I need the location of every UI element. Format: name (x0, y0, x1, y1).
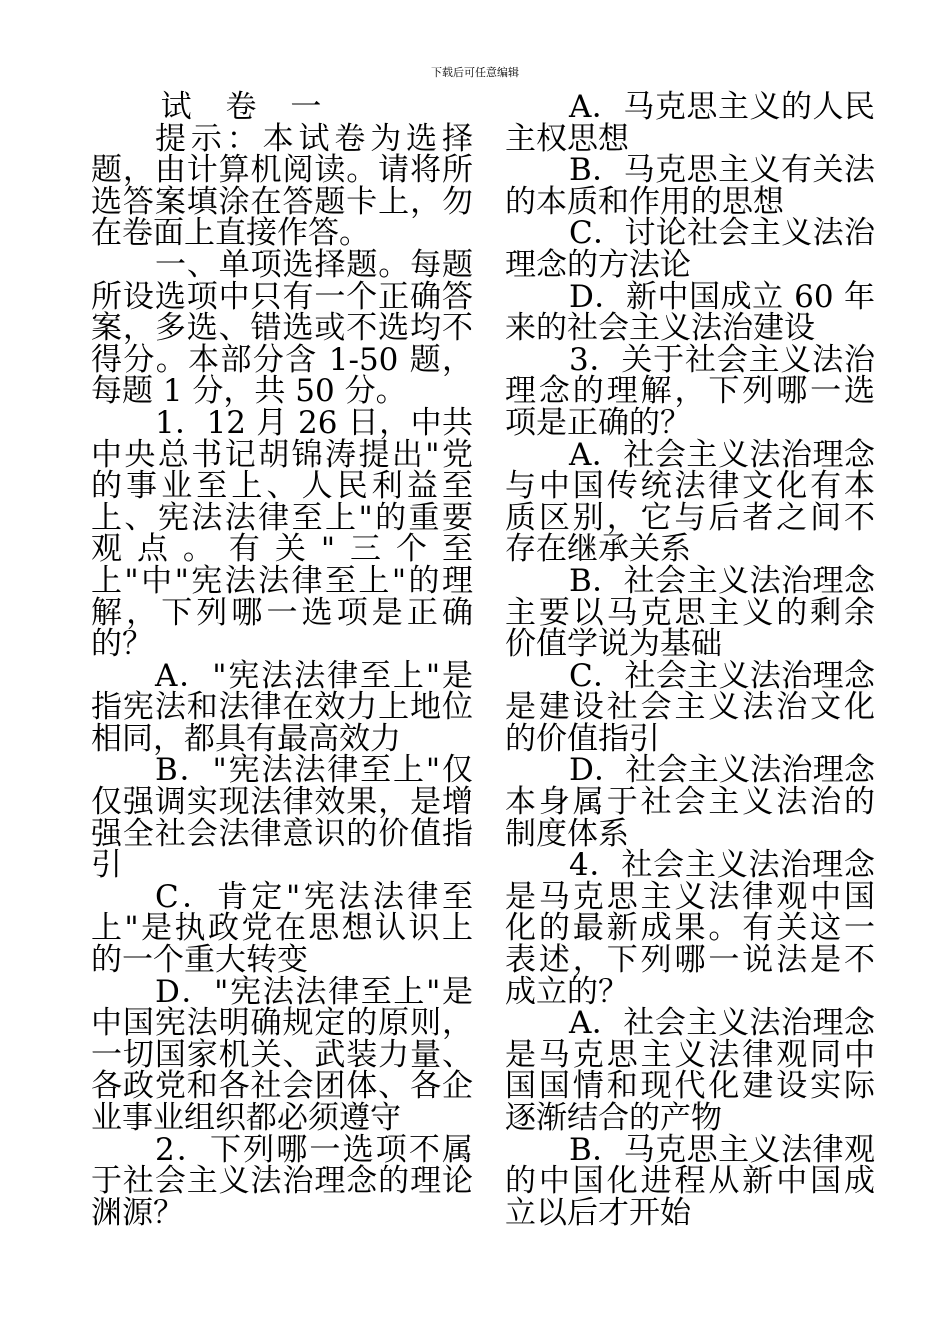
question-4-option-b: B．马克思主义法律观的中国化进程从新中国成立以后才开始 (505, 1131, 875, 1231)
question-3-option-c: C．社会主义法治理念是建设社会主义法治文化的价值指引 (505, 657, 875, 757)
question-1-option-d: D．"宪法法律至上"是中国宪法明确规定的原则，一切国家机关、武装力量、各政党和各社会团体、各企业事业组织都必须遵守 (91, 973, 473, 1136)
page-header: 下载后可任意编辑 (431, 66, 519, 79)
exam-hint: 提示：本试卷为选择题，由计算机阅读。请将所选答案填涂在答题卡上，勿在卷面上直接作答。 (91, 120, 473, 252)
question-1-option-c: C．肯定"宪法法律至上"是执政党在思想认识上的一个重大转变 (91, 878, 473, 979)
question-1-stem: 1．12 月 26 日，中共中央总书记胡锦涛提出"党的事业至上、人民利益至上、宪法法律至上"的重要观点。有关"三个至上"中"宪法法律至上"的理解，下列哪一选项是正确的？ (91, 404, 473, 663)
question-3-option-b: B．社会主义法治理念主要以马克思主义的剩余价值学说为基础 (505, 562, 875, 663)
question-3-option-d: D．社会主义法治理念本身属于社会主义法治的制度体系 (505, 752, 875, 852)
question-2-option-b: B．马克思主义有关法的本质和作用的思想 (505, 152, 875, 220)
question-3-stem: 3．关于社会主义法治理念的理解，下列哪一选项是正确的？ (505, 341, 875, 441)
exam-title: 试 卷 一 (160, 89, 334, 125)
question-2-option-d: D．新中国成立 60 年来的社会主义法治建设 (505, 278, 875, 347)
section-heading: 一、单项选择题。每题所设选项中只有一个正确答案，多选、错选或不选均不得分。本部分含 1-50 题，每题 1 分，共 50 分。 (91, 246, 473, 410)
left-column (91, 89, 473, 1231)
question-1-option-b: B．"宪法法律至上"仅仅强调实现法律效果，是增强全社会法律意识的价值指引 (91, 752, 473, 884)
question-1-option-a: A．"宪法法律至上"是指宪法和法律在效力上地位相同，都具有最高效力 (91, 657, 473, 757)
question-4-option-a: A．社会主义法治理念是马克思主义法律观同中国国情和现代化建设实际逐渐结合的产物 (505, 1005, 875, 1136)
right-column (505, 89, 875, 1231)
question-3-option-a: A．社会主义法治理念与中国传统法律文化有本质区别，它与后者之间不存在继承关系 (505, 436, 875, 568)
question-2-stem: 2．下列哪一选项不属于社会主义法治理念的理论渊源？ (91, 1131, 473, 1231)
question-2-option-a: A．马克思主义的人民主权思想 (505, 89, 875, 157)
question-2-option-c: C．讨论社会主义法治理念的方法论 (505, 215, 875, 283)
question-4-stem: 4．社会主义法治理念是马克思主义法律观中国化的最新成果。有关这一表述，下列哪一说法是不成立的？ (505, 847, 875, 1010)
